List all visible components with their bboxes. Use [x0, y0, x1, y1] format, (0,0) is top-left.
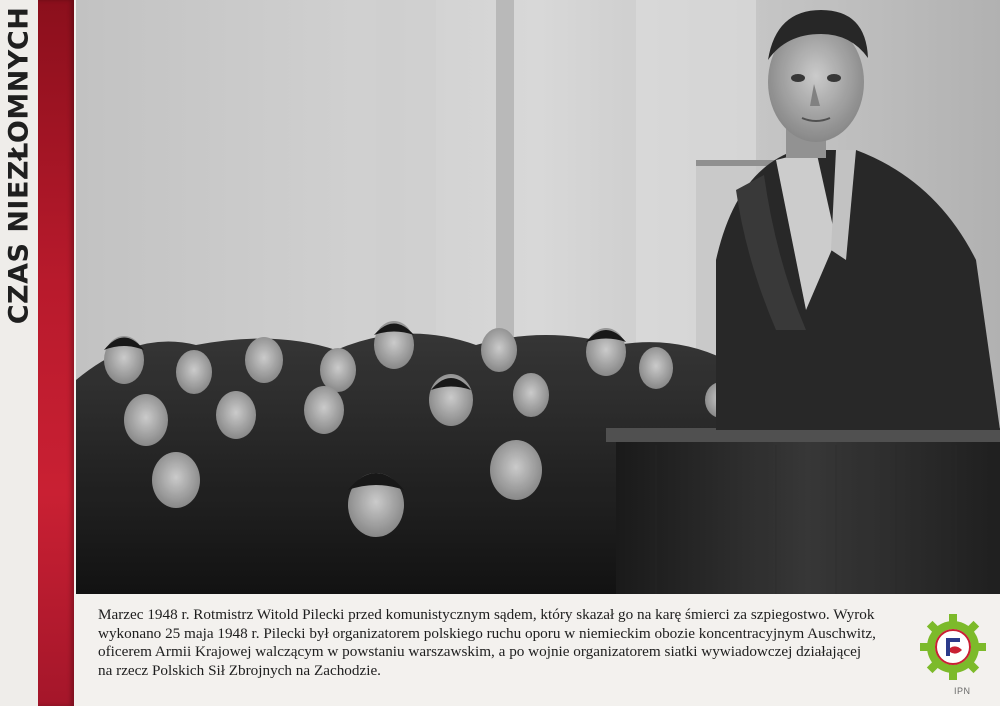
logo-caption: IPN [954, 686, 971, 696]
historical-photograph [76, 0, 1000, 594]
red-accent-bar [38, 0, 74, 706]
caption-line: Marzec 1948 r. Rotmistrz Witold Pilecki przed komunistycznym sądem, który skazał go na karę śmierci za szpiegostwo. Wyrok [98, 606, 875, 623]
series-title: CZAS NIEZŁOMNYCH [3, 6, 35, 324]
photo-caption [98, 606, 918, 680]
caption-line: oficerem Armii Krajowej walczącym w powstaniu warszawskim, a po wojnie organizatorem siatki wywiadowczej działającej [98, 643, 862, 661]
caption-line: na rzecz Polskich Sił Zbrojnych na Zachodzie. [98, 661, 381, 679]
caption-line: wykonano 25 maja 1948 r. Pilecki był organizatorem polskiego ruchu oporu w niemieckim obozie koncentracyjnym Auschwitz, [98, 624, 876, 642]
logo-icon [920, 614, 986, 680]
series-title-band [0, 0, 38, 330]
